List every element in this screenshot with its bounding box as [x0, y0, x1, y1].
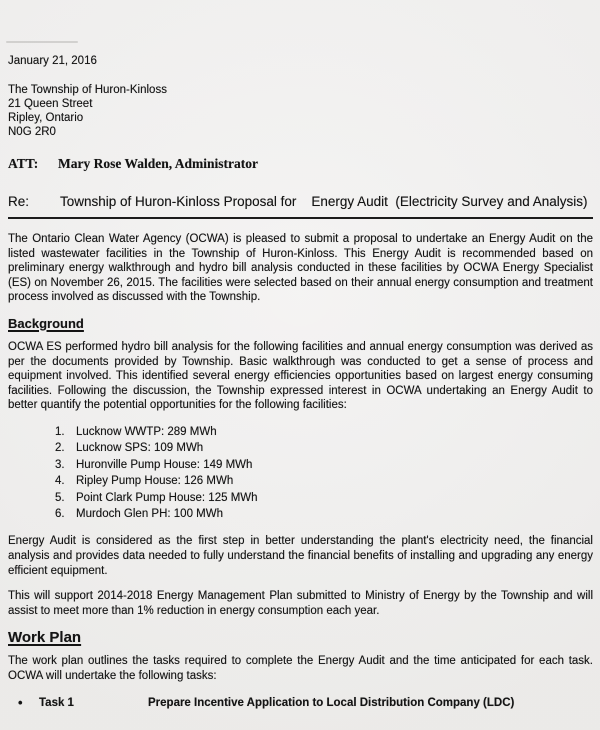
attention-label: ATT:	[8, 156, 39, 171]
facility-number: 5.	[55, 491, 65, 504]
facility-list-item	[55, 506, 593, 522]
recipient-address	[8, 83, 593, 139]
work-plan-paragraph: The work plan outlines the tasks required to complete the Energy Audit and the time anticipated for each task. OCWA will undertake the following tasks:	[8, 655, 593, 682]
facility-list-item	[55, 440, 593, 456]
address-line: N0G 2R0	[8, 126, 56, 138]
letter-date: January 21, 2016	[8, 55, 97, 67]
facility-list-item	[55, 490, 593, 506]
task-description: Prepare Incentive Application to Local Distribution Company (LDC)	[148, 696, 515, 709]
bullet-icon: •	[18, 694, 23, 710]
facility-label: Point Clark Pump House: 125 MWh	[76, 491, 258, 504]
facility-label: Lucknow WWTP: 289 MWh	[76, 425, 217, 438]
energy-audit-paragraph: Energy Audit is considered as the first step in better understanding the plant's electricity need, the financial analysis and provides data needed to fully understand the financial benefits of installing and upgrading any energy efficient equipment.	[8, 535, 593, 577]
background-paragraph: OCWA ES performed hydro bill analysis for the following facilities and annual energy consumption was derived as per the documents provided by Township. Basic walkthrough was conducted to get a sense of process and equipment involved. This identified several energy efficiencies opportunities based on largest energy consuming facilities. Following the discussion, the Township expressed interest in OCWA undertaking an Energy Audit to better quantify the potential opportunities for the following facilities:	[8, 340, 593, 412]
task-name: Task 1	[39, 696, 74, 709]
facility-list-item	[55, 457, 593, 473]
facility-label: Huronville Pump House: 149 MWh	[76, 458, 253, 471]
facility-number: 3.	[55, 458, 65, 471]
facility-number: 1.	[55, 425, 65, 438]
address-line: The Township of Huron-Kinloss	[8, 84, 167, 96]
subject-line	[8, 191, 593, 219]
facility-number: 4.	[55, 475, 65, 488]
task-row	[8, 696, 593, 711]
facility-label: Murdoch Glen PH: 100 MWh	[76, 507, 224, 520]
attention-name: Mary Rose Walden, Administrator	[58, 156, 258, 171]
address-line: 21 Queen Street	[8, 98, 93, 110]
section-heading-background: Background	[8, 315, 84, 331]
subject-label: Re:	[8, 194, 30, 209]
facility-label: Lucknow SPS: 109 MWh	[76, 442, 204, 455]
facility-list	[8, 424, 593, 522]
address-line: Ripley, Ontario	[8, 112, 84, 124]
support-paragraph: This will support 2014-2018 Energy Management Plan submitted to Ministry of Energy by the Township and will assist to meet more than 1% reduction in energy consumption each year.	[8, 590, 593, 617]
section-heading-work-plan: Work Plan	[8, 629, 82, 647]
facility-number: 6.	[55, 507, 65, 520]
attention-line	[8, 156, 593, 172]
intro-paragraph: The Ontario Clean Water Agency (OCWA) is pleased to submit a proposal to undertake an Energy Audit on the listed wastewater facilities in the Township of Huron-Kinloss. This Energy Audit is recommended based on preliminary energy walkthrough and hydro bill analysis conducted in these facilities by OCWA Energy Specialist (ES) on November 26, 2015. The facilities were selected based on their annual energy consumption and treatment process involved as discussed with the Township.	[8, 233, 593, 304]
facility-label: Ripley Pump House: 126 MWh	[76, 475, 234, 488]
scan-artifact	[6, 41, 78, 43]
facility-number: 2.	[55, 442, 65, 455]
subject-text: Township of Huron-Kinloss Proposal for Energy Audit (Electricity Survey and Analysis)	[60, 194, 588, 209]
facility-list-item	[55, 424, 593, 440]
facility-list-item	[55, 473, 593, 489]
